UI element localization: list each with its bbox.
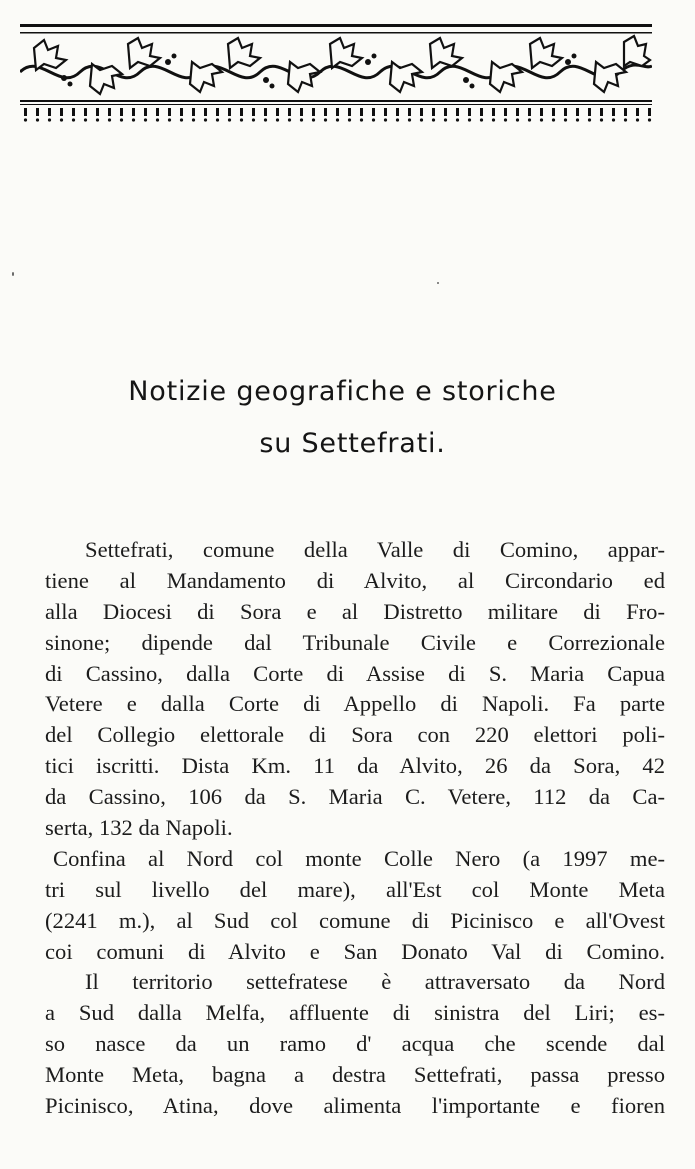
- paragraph-3: [45, 967, 665, 1121]
- page-title: [0, 366, 695, 470]
- text-line: Il territorio settefratese è attraversato da Nord: [85, 969, 665, 995]
- text-line: tici iscritti. Dista Km. 11 da Alvito, 26 da Sora, 42: [45, 753, 665, 779]
- text-line: (2241 m.), al Sud col comune di Picinisco e all'Ovest: [45, 907, 665, 933]
- paragraph-1: [45, 535, 665, 844]
- print-speck: [12, 272, 14, 276]
- header-ornament: [20, 22, 652, 132]
- text-line: del Collegio elettorale di Sora con 220 elettori poli-: [45, 722, 665, 748]
- text-line: da Cassino, 106 da S. Maria C. Vetere, 112 da Ca-: [45, 784, 665, 810]
- text-line: so nasce da un ramo d' acqua che scende dal: [45, 1031, 665, 1057]
- paragraph-2: [45, 844, 665, 968]
- title-line-2: su Settefrati.: [259, 428, 446, 459]
- text-line: sinone; dipende dal Tribunale Civile e Correzionale: [45, 629, 665, 655]
- text-line: Vetere e dalla Corte di Appello di Napoli. Fa parte: [45, 691, 665, 717]
- text-line: tiene al Mandamento di Alvito, al Circondario ed: [45, 567, 665, 593]
- text-line: Monte Meta, bagna a destra Settefrati, passa presso: [45, 1062, 665, 1088]
- text-line: Picinisco, Atina, dove alimenta l'importante e fioren: [45, 1093, 665, 1119]
- text-line: alla Diocesi di Sora e al Distretto militare di Fro-: [45, 598, 665, 624]
- body-text: [45, 535, 665, 1122]
- text-line: tri sul livello del mare), all'Est col Monte Meta: [45, 876, 665, 902]
- print-speck: [437, 282, 439, 284]
- text-line: a Sud dalla Melfa, affluente di sinistra del Liri; es-: [45, 1000, 665, 1026]
- text-line: di Cassino, dalla Corte di Assise di S. Maria Capua: [45, 660, 665, 686]
- title-line-1: Notizie geografiche e storiche: [128, 376, 557, 407]
- text-line: coi comuni di Alvito e San Donato Val di Comino.: [45, 938, 665, 964]
- text-line: Settefrati, comune della Valle di Comino, appar-: [85, 537, 665, 562]
- text-line: serta, 132 da Napoli.: [45, 815, 233, 841]
- text-line: Confina al Nord col monte Colle Nero (a 1997 me-: [53, 845, 665, 871]
